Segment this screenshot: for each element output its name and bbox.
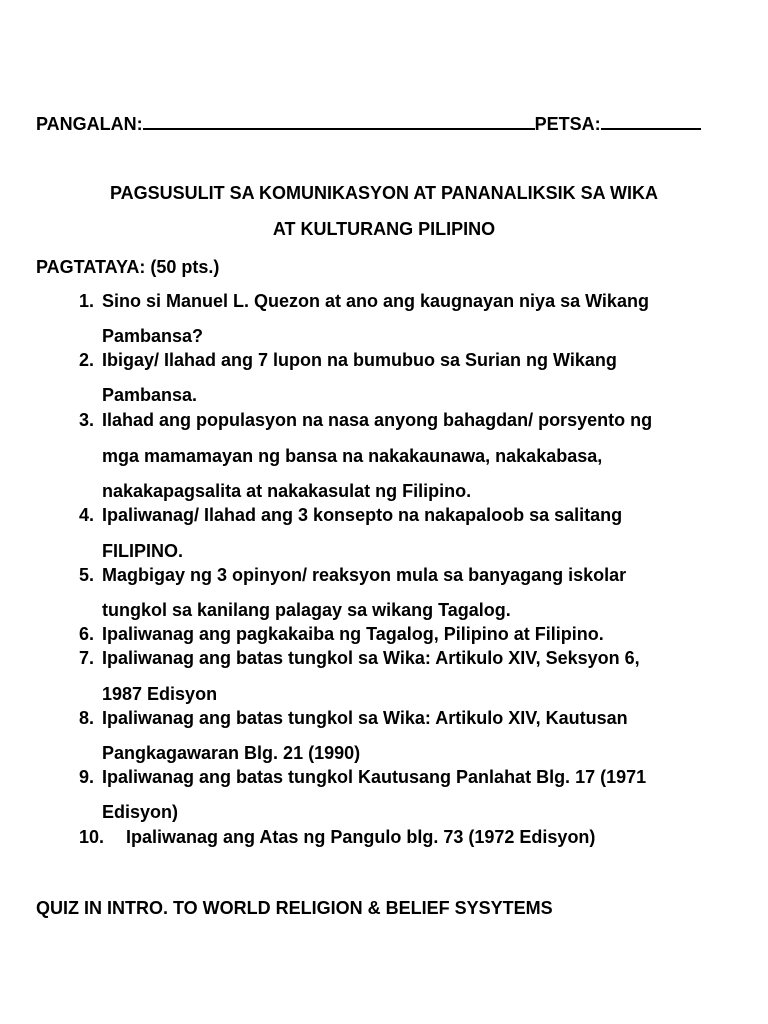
question-text: Pambansa.	[102, 385, 198, 405]
question-number: 6.	[79, 624, 95, 644]
title-line-1: PAGSUSULIT SA KOMUNIKASYON AT PANANALIKSIK SA WIKA	[110, 183, 658, 203]
question-text: Ipaliwanag ang batas tungkol Kautusang Panlahat Blg. 17 (1971	[102, 767, 647, 787]
question-text: Edisyon)	[102, 802, 179, 822]
date-label: PETSA:	[534, 114, 601, 134]
question-text: mga mamamayan ng bansa na nakakaunawa, nakakabasa,	[102, 446, 603, 466]
question-text: Ipaliwanag ang Atas ng Pangulo blg. 73 (1972 Edisyon)	[126, 827, 596, 847]
question-text: Ipaliwanag/ Ilahad ang 3 konsepto na nakapaloob sa salitang	[102, 505, 623, 525]
second-quiz-title: QUIZ IN INTRO. TO WORLD RELIGION & BELIEF SYSYTEMS	[36, 898, 553, 918]
date-blank-line[interactable]	[601, 112, 701, 130]
question-text: 1987 Edisyon	[102, 684, 218, 704]
question-text: Sino si Manuel L. Quezon at ano ang kaugnayan niya sa Wikang	[102, 291, 649, 311]
question-text: Ipaliwanag ang batas tungkol sa Wika: Artikulo XIV, Kautusan	[102, 708, 628, 728]
question-text: tungkol sa kanilang palagay sa wikang Tagalog.	[102, 600, 511, 620]
name-label: PANGALAN:	[36, 114, 143, 134]
question-number: 10.	[79, 827, 105, 847]
question-text: Ilahad ang populasyon na nasa anyong bahagdan/ porsyento ng	[102, 410, 653, 430]
question-number: 5.	[79, 565, 95, 585]
question-number: 2.	[79, 350, 95, 370]
question-number: 4.	[79, 505, 95, 525]
question-text: FILIPINO.	[102, 541, 183, 561]
question-number: 7.	[79, 648, 95, 668]
title-line-2: AT KULTURANG PILIPINO	[272, 219, 496, 239]
question-text: Ipaliwanag ang pagkakaiba ng Tagalog, Pilipino at Filipino.	[102, 624, 604, 644]
question-number: 1.	[79, 291, 95, 311]
header-line	[36, 112, 701, 135]
question-number: 9.	[79, 767, 95, 787]
question-number: 3.	[79, 410, 95, 430]
assessment-label: PAGTATAYA: (50 pts.)	[36, 257, 220, 277]
question-text: Ibigay/ Ilahad ang 7 lupon na bumubuo sa Surian ng Wikang	[102, 350, 617, 370]
question-text: Pangkagawaran Blg. 21 (1990)	[102, 743, 361, 763]
question-text: Pambansa?	[102, 326, 204, 346]
question-text: Ipaliwanag ang batas tungkol sa Wika: Artikulo XIV, Seksyon 6,	[102, 648, 640, 668]
question-number: 8.	[79, 708, 95, 728]
question-text: Magbigay ng 3 opinyon/ reaksyon mula sa banyagang iskolar	[102, 565, 627, 585]
name-blank-line[interactable]	[143, 112, 535, 130]
question-text: nakakapagsalita at nakakasulat ng Filipino.	[102, 481, 472, 501]
